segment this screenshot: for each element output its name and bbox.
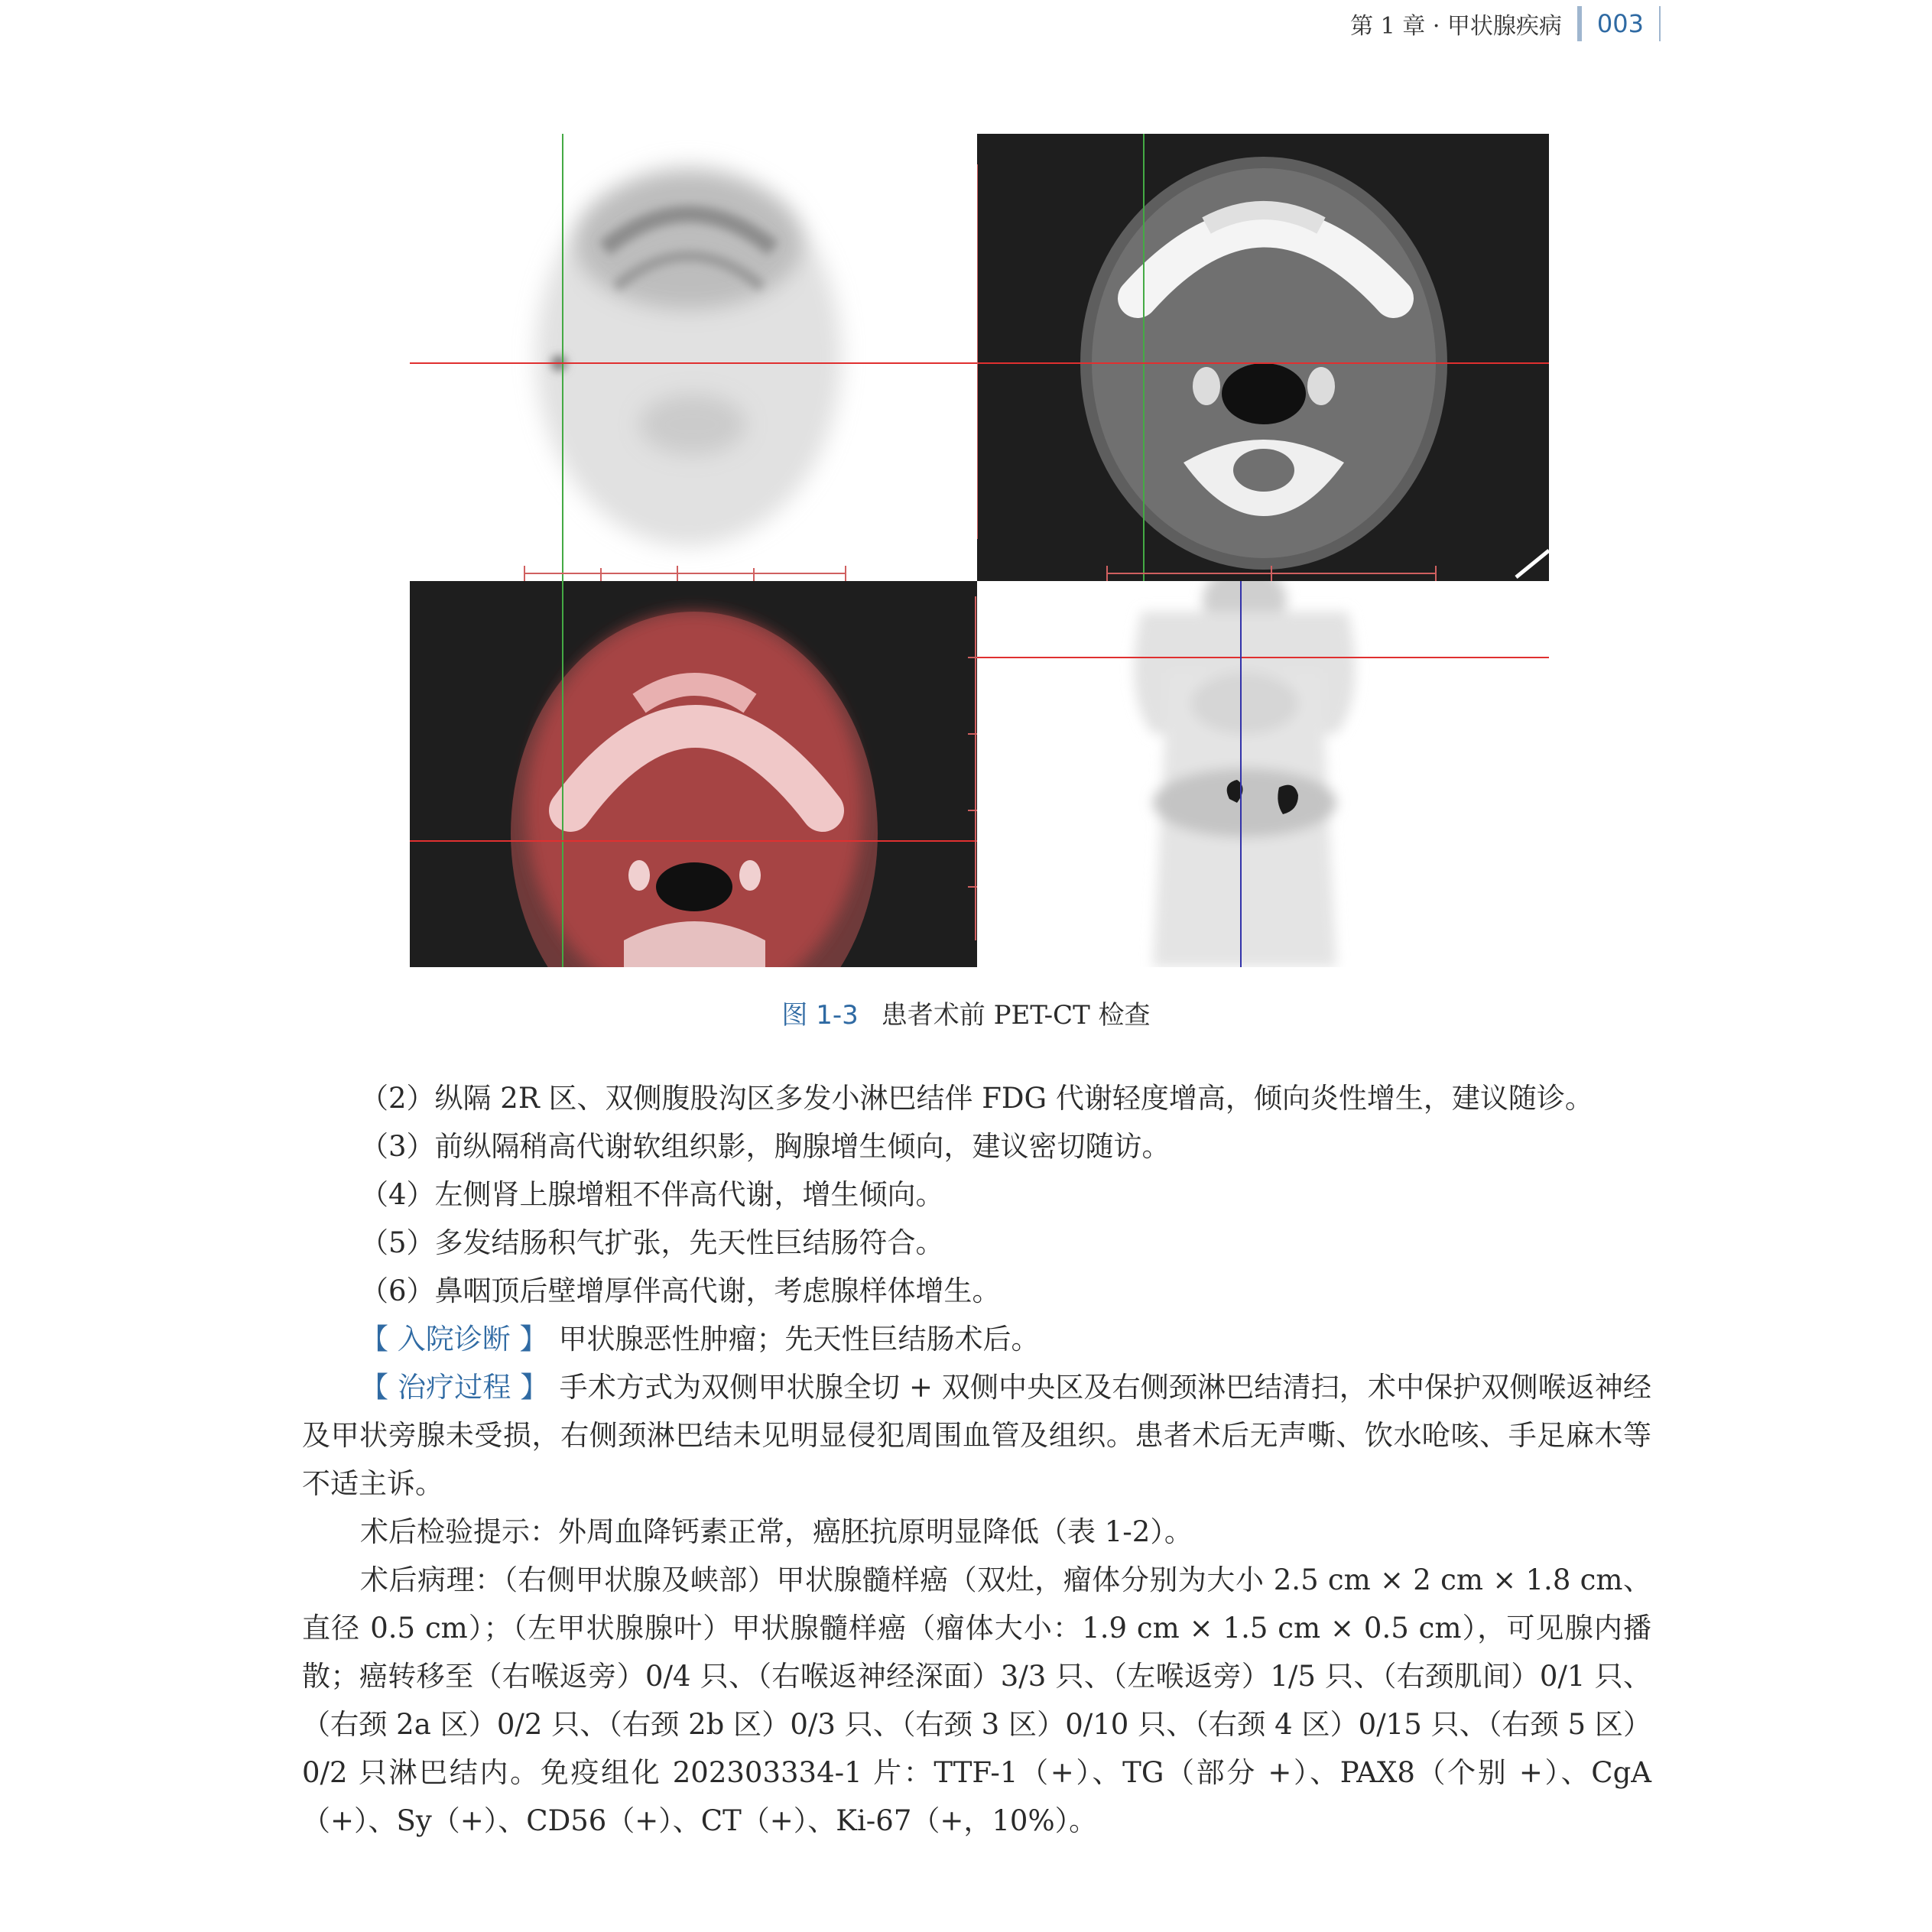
admission-diagnosis-text: 甲状腺恶性肿瘤；先天性巨结肠术后。 — [558, 1323, 1040, 1356]
header-accent-bar — [1577, 6, 1582, 41]
body-text — [302, 1074, 1651, 1845]
page-number: 003 — [1596, 9, 1644, 38]
pet-axial-panel — [410, 134, 977, 581]
mip-coronal-panel — [977, 581, 1549, 967]
finding-3: （3）前纵隔稍高代谢软组织影，胸腺增生倾向，建议密切随访。 — [360, 1130, 1171, 1163]
finding-6: （6）鼻咽顶后壁增厚伴高代谢，考虑腺样体增生。 — [360, 1274, 1001, 1307]
ct-axial-panel — [977, 134, 1549, 581]
treatment-process — [302, 1363, 1651, 1508]
figure-caption — [0, 994, 1932, 1031]
finding-4: （4）左侧肾上腺增粗不伴高代谢，增生倾向。 — [360, 1178, 944, 1211]
running-header — [1350, 6, 1661, 41]
figure-caption-text: 患者术前 PET-CT 检查 — [881, 1000, 1151, 1031]
figure-number: 图 1-3 — [781, 1000, 859, 1031]
fusion-axial-image — [410, 581, 977, 967]
admission-diagnosis — [302, 1315, 1651, 1363]
chapter-title: 第 1 章 · 甲状腺疾病 — [1350, 13, 1562, 40]
finding-5: （5）多发结肠积气扩张，先天性巨结肠符合。 — [360, 1226, 944, 1259]
mip-coronal-image — [977, 581, 1549, 967]
admission-diagnosis-label: 【 入院诊断 】 — [360, 1323, 548, 1356]
ct-axial-image — [977, 134, 1549, 581]
finding-2: （2）纵隔 2R 区、双侧腹股沟区多发小淋巴结伴 FDG 代谢轻度增高，倾向炎性增生，建议随诊。 — [360, 1082, 1593, 1115]
postop-pathology: 术后病理：（右侧甲状腺及峡部）甲状腺髓样癌（双灶，瘤体分别为大小 2.5 cm × 2 cm × 1.8 cm、直径 0.5 cm）；（左甲状腺腺叶）甲状腺髓样癌（瘤体大小：1.9 cm × 1.5 cm × 0.5 cm），可见腺内播散；癌转移至（右喉返旁）0/4 只、（右喉返神经深面）3/3 只、（左喉返旁）1/5 只、（右颈肌间）0/1 只、（右颈 2a 区）0/2 只、（右颈 2b 区）0/3 只、（右颈 3 区）0/10 只、（右颈 4 区）0/15 只、（右颈 5 区）0/2 只淋巴结内。免疫组化 202303334-1 片：TTF-1（+）、TG（部分 +）、PAX8（个别 +）、CgA（+）、Sy（+）、CD56（+）、CT（+）、Ki-67（+，10%）。 — [302, 1563, 1651, 1837]
postop-lab: 术后检验提示：外周血降钙素正常，癌胚抗原明显降低（表 1-2）。 — [360, 1515, 1193, 1548]
treatment-process-label: 【 治疗过程 】 — [360, 1371, 549, 1404]
pet-ct-figure — [410, 134, 1549, 967]
fusion-axial-panel — [410, 581, 977, 967]
header-divider — [1659, 6, 1661, 41]
treatment-process-text: 手术方式为双侧甲状腺全切 + 双侧中央区及右侧颈淋巴结清扫，术中保护双侧喉返神经及甲状旁腺未受损，右侧颈淋巴结未见明显侵犯周围血管及组织。患者术后无声嘶、饮水呛咳、手足麻木等不适主诉。 — [302, 1371, 1651, 1500]
pet-axial-image — [410, 134, 977, 581]
